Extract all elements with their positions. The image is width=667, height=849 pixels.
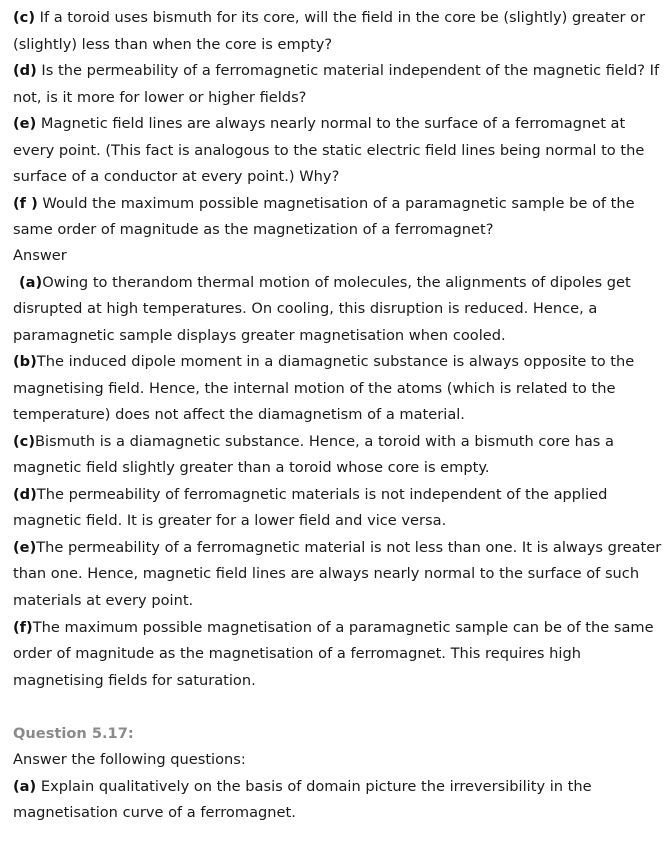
question-part-f-cont: same order of magnitude as the magnetization of a ferromagnet? [13,221,494,238]
question-part-d: (d) Is the permeability of a ferromagnetic material independent of the magnetic field? If [13,62,660,79]
answer-part-f: (f)The maximum possible magnetisation of a paramagnetic sample can be of the same [13,619,654,636]
question-part-e-cont: surface of a conductor at every point.) Why? [13,168,340,185]
answer-heading: Answer [13,247,67,264]
answer-part-f-cont: magnetising fields for saturation. [13,672,256,689]
question-part-c: (c) If a toroid uses bismuth for its core, will the field in the core be (slightly) greater or [13,9,646,26]
question-heading: Question 5.17: [13,725,134,742]
question-part-a-cont: magnetisation curve of a ferromagnet. [13,804,296,821]
answer-part-e: (e)The permeability of a ferromagnetic material is not less than one. It is always greater [13,539,662,556]
answer-part-a-cont: paramagnetic sample displays greater magnetisation when cooled. [13,327,506,344]
answer-part-b-cont: magnetising field. Hence, the internal motion of the atoms (which is related to the [13,380,616,397]
question-part-a: (a) Explain qualitatively on the basis of domain picture the irreversibility in the [13,778,592,795]
answer-part-c: (c)Bismuth is a diamagnetic substance. Hence, a toroid with a bismuth core has a [13,433,614,450]
question-part-e-cont: every point. (This fact is analogous to the static electric field lines being normal to the [13,142,645,159]
answer-part-b: (b)The induced dipole moment in a diamagnetic substance is always opposite to the [13,353,635,370]
answer-part-e-cont: than one. Hence, magnetic field lines are always nearly normal to the surface of such [13,565,640,582]
answer-part-d: (d)The permeability of ferromagnetic materials is not independent of the applied [13,486,608,503]
question-part-f: (f ) Would the maximum possible magnetisation of a paramagnetic sample be of the [13,195,635,212]
answer-part-c-cont: magnetic field slightly greater than a toroid whose core is empty. [13,459,490,476]
answer-part-a: (a)Owing to therandom thermal motion of molecules, the alignments of dipoles get [19,274,631,291]
question-part-d-cont: not, is it more for lower or higher fields? [13,89,307,106]
question-part-e: (e) Magnetic field lines are always nearly normal to the surface of a ferromagnet at [13,115,626,132]
question-intro: Answer the following questions: [13,751,246,768]
answer-part-d-cont: magnetic field. It is greater for a lower field and vice versa. [13,512,447,529]
question-part-c-cont: (slightly) less than when the core is empty? [13,36,333,53]
answer-part-b-cont: temperature) does not affect the diamagnetism of a material. [13,406,465,423]
answer-part-a-cont: disrupted at high temperatures. On cooling, this disruption is reduced. Hence, a [13,300,598,317]
answer-part-f-cont: order of magnitude as the magnetisation of a ferromagnet. This requires high [13,645,581,662]
answer-part-e-cont: materials at every point. [13,592,194,609]
